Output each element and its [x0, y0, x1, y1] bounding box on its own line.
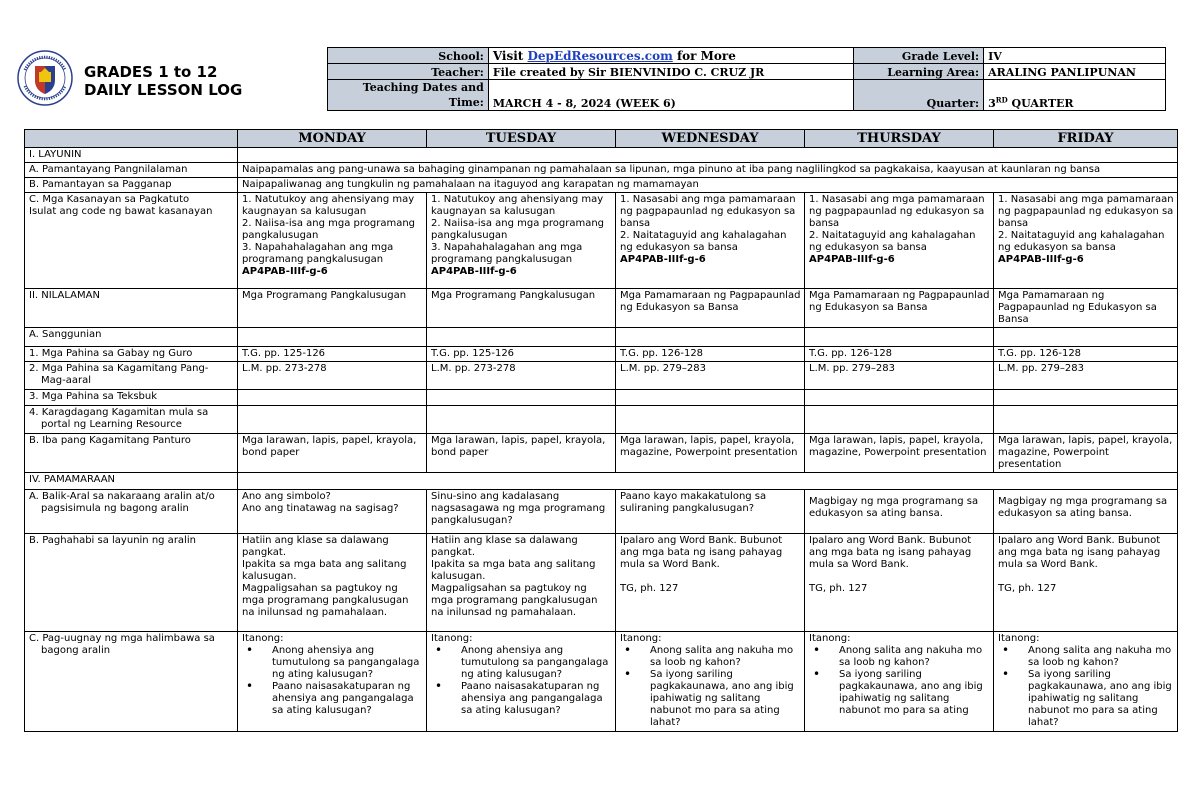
paghahabi-tuesday: Hatiin ang klase sa dalawang pangkat. Ipakita sa mga bata ang salitang kalusugan. Magpaligsahan sa pagtukoy ng mga programang pangkalusugan na inilunsad ng pamahalaan.	[427, 534, 616, 632]
row-teksbuk	[25, 390, 1178, 406]
sanggunian-label: A. Sanggunian	[25, 328, 238, 347]
row-karagdagang-kagamitan	[25, 406, 1178, 434]
kasanayan-thursday: 1. Nasasabi ang mga pamamaraan ng pagpapaunlad ng edukasyon sa bansa 2. Naitataguyid ang kahalagahan ng edukasyon sa bansa AP4PAB-IIIf-g-6	[805, 193, 994, 289]
gabay-tuesday: T.G. pp. 125-126	[427, 347, 616, 362]
paghahabi-label: B. Paghahabi sa layunin ng aralin	[25, 534, 238, 632]
kagamitang-friday: L.M. pp. 279–283	[994, 362, 1178, 390]
row-sanggunian	[25, 328, 1178, 347]
list-item: • Paano naisasakatuparan ng ahensiya ang pangangalaga sa ating kalusugan?	[431, 681, 612, 717]
nilalaman-thursday: Mga Pamamaraan ng Pagpapaunlad ng Edukasyon sa Bansa	[805, 289, 994, 328]
learning-area-label: Learning Area:	[854, 64, 984, 80]
day-friday: FRIDAY	[994, 130, 1178, 148]
kagamitang-label: 2. Mga Pahina sa Kagamitang Pang- Mag-aaral	[25, 362, 238, 390]
daily-lesson-log-table	[24, 129, 1178, 732]
learning-area-value: ARALING PANLIPUNAN	[984, 64, 1166, 80]
day-thursday: THURSDAY	[805, 130, 994, 148]
iba-wednesday: Mga larawan, lapis, papel, krayola, magazine, Powerpoint presentation	[616, 434, 805, 473]
pag-uugnay-tuesday: Itanong: • Anong ahensiya ang tumutulong sa pangangalaga ng ating kalusugan? • Paano naisasakatuparan ng ahensiya ang pangangalaga sa ating kalusugan?	[427, 632, 616, 732]
iba-friday: Mga larawan, lapis, papel, krayola, magazine, Powerpoint presentation	[994, 434, 1178, 473]
grade-level-value: IV	[984, 48, 1166, 64]
day-monday: MONDAY	[238, 130, 427, 148]
teacher-label: Teacher:	[328, 64, 489, 80]
iba-label: B. Iba pang Kagamitang Panturo	[25, 434, 238, 473]
list-item: • Paano naisasakatuparan ng ahensiya ang pangangalaga sa ating kalusugan?	[242, 681, 423, 717]
title-line-1: GRADES 1 to 12	[84, 63, 218, 81]
nilalaman-monday: Mga Programang Pangkalusugan	[238, 289, 427, 328]
nilalaman-friday: Mga Pamamaraan ng Pagpapaunlad ng Edukasyon sa Bansa	[994, 289, 1178, 328]
kagamitang-tuesday: L.M. pp. 273-278	[427, 362, 616, 390]
row-kasanayan	[25, 193, 1178, 289]
teacher-value: File created by Sir BIENVINIDO C. CRUZ JR	[488, 64, 853, 80]
school-value: Visit DepEdResources.com for More	[488, 48, 853, 64]
list-item: • Sa iyong sariling pagkakaunawa, ano ang ibig ipahiwatig ng salitang nabunot mo para sa ating lahat?	[620, 669, 801, 729]
paghahabi-monday: Hatiin ang klase sa dalawang pangkat. Ipakita sa mga bata ang salitang kalusugan. Magpaligsahan sa pagtukoy ng mga programang pangkalusugan na inilunsad ng pamahalaan.	[238, 534, 427, 632]
list-item: • Anong salita ang nakuha mo sa loob ng kahon?	[998, 645, 1174, 669]
balik-aral-wednesday: Paano kayo makakatulong sa suliraning pangkalusugan?	[616, 490, 805, 534]
balik-aral-label: A. Balik-Aral sa nakaraang aralin at/o pagsisimula ng bagong aralin	[25, 490, 238, 534]
row-kagamitang-mag-aaral	[25, 362, 1178, 390]
gabay-wednesday: T.G. pp. 126-128	[616, 347, 805, 362]
nilalaman-label: II. NILALAMAN	[25, 289, 238, 328]
kasanayan-friday: 1. Nasasabi ang mga pamamaraan ng pagpapaunlad ng edukasyon sa bansa 2. Naitataguyid ang kahalagahan ng edukasyon sa bansa AP4PAB-IIIf-g-6	[994, 193, 1178, 289]
list-item: • Anong salita ang nakuha mo sa loob ng kahon?	[620, 645, 801, 669]
pag-uugnay-friday: Itanong: • Anong salita ang nakuha mo sa loob ng kahon? • Sa iyong sariling pagkakaunawa, ano ang ibig ipahiwatig ng salitang nabunot mo para sa ating lahat?	[994, 632, 1178, 732]
deped-resources-link[interactable]: DepEdResources.com	[527, 49, 673, 63]
gabay-monday: T.G. pp. 125-126	[238, 347, 427, 362]
section-layunin	[25, 148, 1178, 163]
paghahabi-thursday: Ipalaro ang Word Bank. Bubunot ang mga bata ng isang pahayag mula sa Word Bank. TG, ph. 127	[805, 534, 994, 632]
day-tuesday: TUESDAY	[427, 130, 616, 148]
teaching-dates-value: MARCH 4 - 8, 2024 (WEEK 6)	[488, 80, 853, 111]
kasanayan-tuesday: 1. Natutukoy ang ahensiyang may kaugnayan sa kalusugan 2. Naiisa-isa ang mga programang pangkalusugan 3. Napahahalagahan ang mga programang pangkalusugan AP4PAB-IIIf-g-6	[427, 193, 616, 289]
quarter-value: 3RD QUARTER	[984, 80, 1166, 111]
list-item: • Sa iyong sariling pagkakaunawa, ano ang ibig ipahiwatig ng salitang nabunot mo para sa ating	[809, 669, 990, 717]
teksbuk-label: 3. Mga Pahina sa Teksbuk	[25, 390, 238, 406]
quarter-label: Quarter:	[854, 80, 984, 111]
kagamitang-thursday: L.M. pp. 279–283	[805, 362, 994, 390]
balik-aral-monday: Ano ang simbolo? Ano ang tinatawag na sagisag?	[238, 490, 427, 534]
row-pamantayan-pagganap	[25, 178, 1178, 193]
row-paghahabi	[25, 534, 1178, 632]
list-item: • Anong salita ang nakuha mo sa loob ng kahon?	[809, 645, 990, 669]
teaching-dates-label: Teaching Dates and Time:	[328, 80, 489, 111]
pag-uugnay-monday: Itanong: • Anong ahensiya ang tumutulong sa pangangalaga ng ating kalusugan? • Paano naisasakatuparan ng ahensiya ang pangangalaga sa ating kalusugan?	[238, 632, 427, 732]
list-item: • Anong ahensiya ang tumutulong sa pangangalaga ng ating kalusugan?	[242, 645, 423, 681]
iba-tuesday: Mga larawan, lapis, papel, krayola, bond paper	[427, 434, 616, 473]
list-item: • Anong ahensiya ang tumutulong sa pangangalaga ng ating kalusugan?	[431, 645, 612, 681]
row-a-value: Naipapamalas ang pang-unawa sa bahaging ginampanan ng pamahalaan sa lipunan, mga pinuno at iba pang naglilingkod sa pagkakaisa, kaayusan at kaunlaran ng bansa	[238, 163, 1178, 178]
kagamitang-monday: L.M. pp. 273-278	[238, 362, 427, 390]
paghahabi-wednesday: Ipalaro ang Word Bank. Bubunot ang mga bata ng isang pahayag mula sa Word Bank. TG, ph. 127	[616, 534, 805, 632]
school-label: School:	[328, 48, 489, 64]
row-pag-uugnay	[25, 632, 1178, 732]
header-info-table	[327, 47, 1166, 111]
kasanayan-wednesday: 1. Nasasabi ang mga pamamaraan ng pagpapaunlad ng edukasyon sa bansa 2. Naitataguyid ang kahalagahan ng edukasyon sa bansa AP4PAB-IIIf-g-6	[616, 193, 805, 289]
kasanayan-monday: 1. Natutukoy ang ahensiyang may kaugnayan sa kalusugan 2. Naiisa-isa ang mga programang pangkalusugan 3. Napahahalagahan ang mga programang pangkalusugan AP4PAB-IIIf-g-6	[238, 193, 427, 289]
deped-seal-icon	[17, 50, 73, 106]
pag-uugnay-label: C. Pag-uugnay ng mga halimbawa sa bagong aralin	[25, 632, 238, 732]
row-gabay-guro	[25, 347, 1178, 362]
pag-uugnay-thursday: Itanong: • Anong salita ang nakuha mo sa loob ng kahon? • Sa iyong sariling pagkakaunawa, ano ang ibig ipahiwatig ng salitang nabunot mo para sa ating	[805, 632, 994, 732]
row-iba-kagamitan	[25, 434, 1178, 473]
day-header-row	[25, 130, 1178, 148]
kagamitang-wednesday: L.M. pp. 279–283	[616, 362, 805, 390]
pamamaraan-label: IV. PAMAMARAAN	[25, 473, 238, 490]
row-b-value: Naipapaliwanag ang tungkulin ng pamahalaan na itaguyod ang karapatan ng mamamayan	[238, 178, 1178, 193]
gabay-label: 1. Mga Pahina sa Gabay ng Guro	[25, 347, 238, 362]
iba-thursday: Mga larawan, lapis, papel, krayola, magazine, Powerpoint presentation	[805, 434, 994, 473]
row-b-label: B. Pamantayan sa Pagganap	[25, 178, 238, 193]
pag-uugnay-wednesday: Itanong: • Anong salita ang nakuha mo sa loob ng kahon? • Sa iyong sariling pagkakaunawa, ano ang ibig ipahiwatig ng salitang nabunot mo para sa ating lahat?	[616, 632, 805, 732]
corner-cell	[25, 130, 238, 148]
row-a-label: A. Pamantayang Pangnilalaman	[25, 163, 238, 178]
karagdagang-label: 4. Karagdagang Kagamitan mula sa portal ng Learning Resource	[25, 406, 238, 434]
balik-aral-tuesday: Sinu-sino ang kadalasang nagsasagawa ng mga programang pangkalusugan?	[427, 490, 616, 534]
section-layunin-label: I. LAYUNIN	[25, 148, 238, 163]
list-item: • Sa iyong sariling pagkakaunawa, ano ang ibig ipahiwatig ng salitang nabunot mo para sa ating lahat?	[998, 669, 1174, 729]
document-title	[84, 63, 242, 99]
row-balik-aral	[25, 490, 1178, 534]
balik-aral-thursday: Magbigay ng mga programang sa edukasyon sa ating bansa.	[805, 490, 994, 534]
iba-monday: Mga larawan, lapis, papel, krayola, bond paper	[238, 434, 427, 473]
section-pamamaraan	[25, 473, 1178, 490]
row-c-label: C. Mga Kasanayan sa Pagkatuto Isulat ang code ng bawat kasanayan	[25, 193, 238, 289]
balik-aral-friday: Magbigay ng mga programang sa edukasyon sa ating bansa.	[994, 490, 1178, 534]
nilalaman-wednesday: Mga Pamamaraan ng Pagpapaunlad ng Edukasyon sa Bansa	[616, 289, 805, 328]
gabay-thursday: T.G. pp. 126-128	[805, 347, 994, 362]
gabay-friday: T.G. pp. 126-128	[994, 347, 1178, 362]
row-nilalaman	[25, 289, 1178, 328]
nilalaman-tuesday: Mga Programang Pangkalusugan	[427, 289, 616, 328]
day-wednesday: WEDNESDAY	[616, 130, 805, 148]
row-pamantayang-pangnilalaman	[25, 163, 1178, 178]
paghahabi-friday: Ipalaro ang Word Bank. Bubunot ang mga bata ng isang pahayag mula sa Word Bank. TG, ph. 127	[994, 534, 1178, 632]
grade-level-label: Grade Level:	[854, 48, 984, 64]
title-line-2: DAILY LESSON LOG	[84, 81, 243, 99]
